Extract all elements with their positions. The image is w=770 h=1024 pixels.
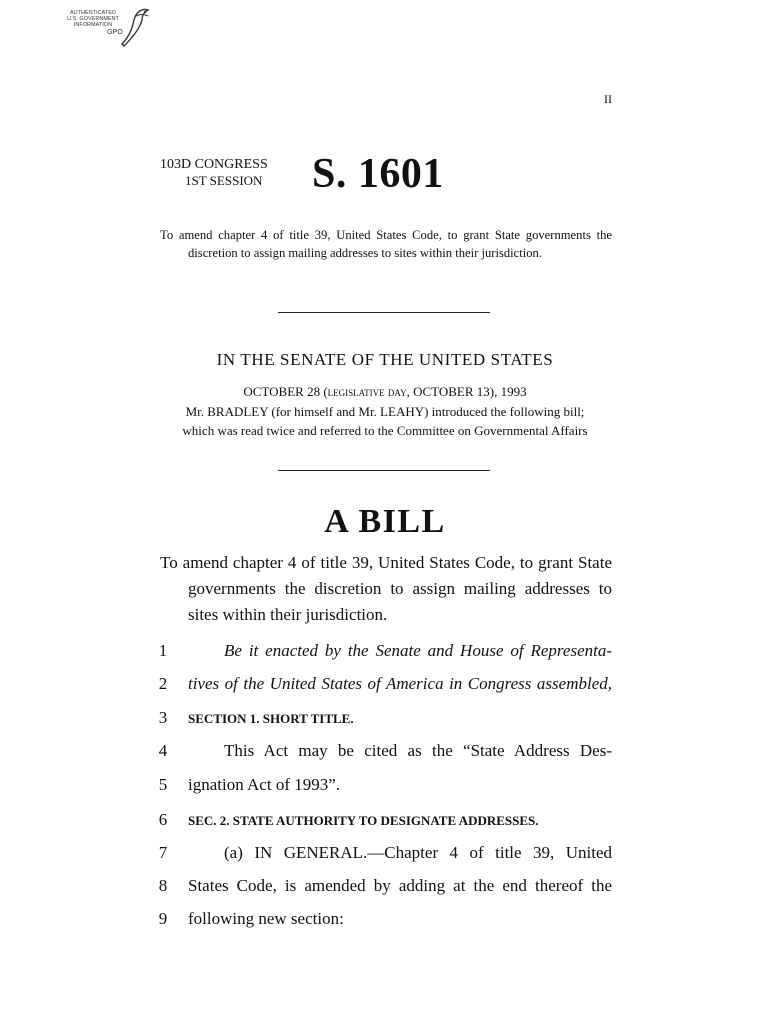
- eagle-icon: [118, 4, 152, 48]
- bill-line: [0, 641, 770, 665]
- line-number: 6: [158, 810, 168, 829]
- bill-line: [0, 708, 770, 732]
- date-line: OCTOBER 28 (legislative day, OCTOBER 13), 1993: [243, 384, 527, 399]
- line-number: 3: [158, 708, 168, 727]
- short-purpose: To amend chapter 4 of title 39, United States Code, to grant State governments the discretion to assign mailing addresses to sites within their jurisdiction.: [160, 228, 612, 260]
- bill-line: [0, 810, 770, 834]
- bill-line: [0, 843, 770, 867]
- line-text: States Code, is amended by adding at the end thereof the: [188, 876, 612, 895]
- line-number: 8: [158, 876, 168, 895]
- seal-line-gpo: GPO: [107, 29, 123, 36]
- congress-label: 103D CONGRESS: [160, 157, 268, 172]
- line-text: (a) IN GENERAL.—Chapter 4 of title 39, United: [224, 843, 612, 862]
- session-label: 1ST SESSION: [185, 173, 263, 188]
- seal-line-information: INFORMATION: [73, 22, 113, 28]
- introduction-line-2: which was read twice and referred to the Committee on Governmental Affairs: [182, 423, 588, 438]
- a-bill-title: A BILL: [324, 503, 446, 540]
- line-text: This Act may be cited as the “State Address Des-: [224, 741, 612, 760]
- line-text: tives of the United States of America in Congress assembled,: [188, 674, 612, 693]
- seal-line-government: U.S. GOVERNMENT: [66, 16, 120, 22]
- line-number: 4: [158, 741, 168, 760]
- congress-session-block: [160, 157, 268, 189]
- divider-top: [278, 312, 490, 313]
- long-purpose: To amend chapter 4 of title 39, United States Code, to grant State governments the discretion to assign mailing addresses to sites within their jurisdiction.: [160, 553, 612, 624]
- line-number: 9: [158, 909, 168, 928]
- introduction-line-1: Mr. BRADLEY (for himself and Mr. LEAHY) introduced the following bill;: [185, 404, 585, 419]
- line-text: ignation Act of 1993”.: [188, 775, 341, 794]
- line-text: Be it enacted by the Senate and House of Representa-: [224, 641, 612, 660]
- section-heading: SECTION 1. SHORT TITLE.: [188, 711, 354, 726]
- senate-heading: IN THE SENATE OF THE UNITED STATES: [216, 350, 554, 369]
- line-number: 2: [158, 674, 168, 693]
- bill-line: [0, 876, 770, 900]
- bill-line: [0, 909, 770, 933]
- line-number: 5: [158, 775, 168, 794]
- line-number: 7: [158, 843, 168, 862]
- divider-middle: [278, 470, 490, 471]
- gpo-authentication-seal: [60, 4, 152, 48]
- page-mark: II: [604, 92, 612, 106]
- line-text: following new section:: [188, 909, 344, 928]
- bill-line: [0, 674, 770, 698]
- seal-line-authenticated: AUTHENTICATED: [69, 10, 117, 16]
- bill-number: S. 1601: [312, 151, 444, 197]
- bill-line: [0, 741, 770, 765]
- bill-line: [0, 775, 770, 799]
- section-heading: SEC. 2. STATE AUTHORITY TO DESIGNATE ADDRESSES.: [188, 813, 539, 828]
- line-number: 1: [158, 641, 168, 660]
